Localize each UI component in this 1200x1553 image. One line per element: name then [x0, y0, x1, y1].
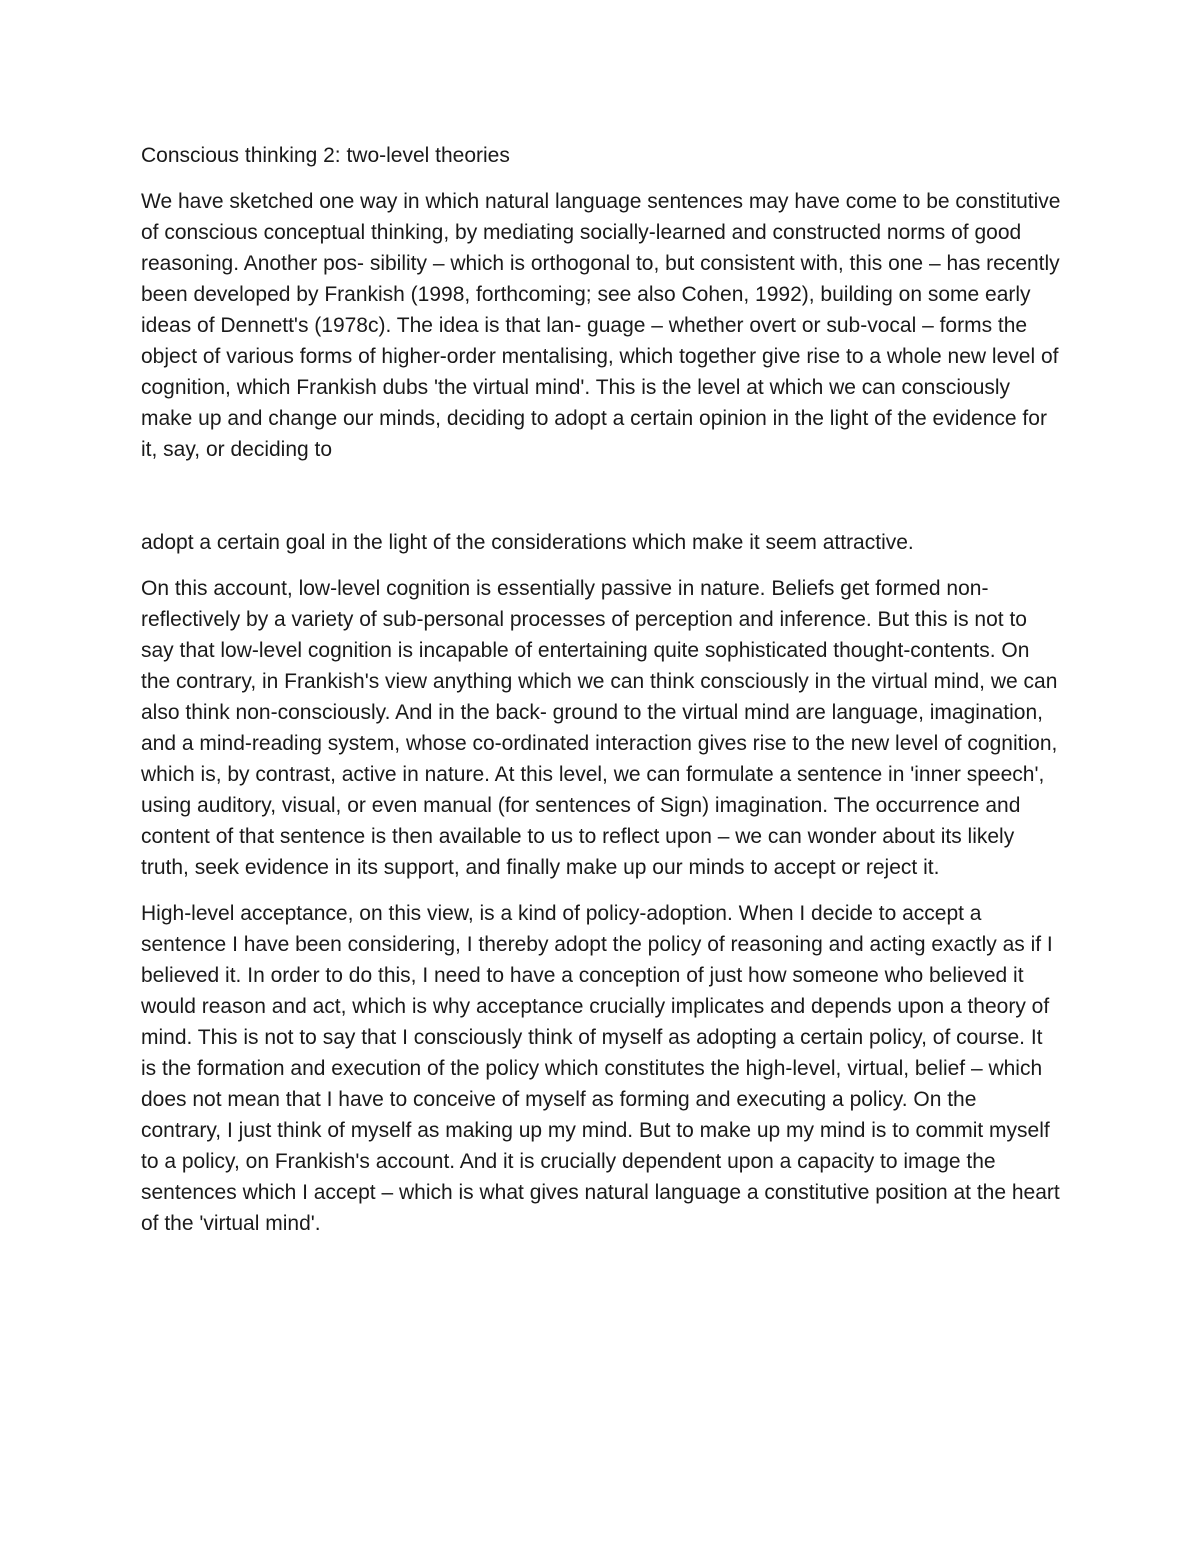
page-gap	[141, 480, 1061, 527]
paragraph-2: On this account, low-level cognition is essentially passive in nature. Beliefs get formed non-reflectively by a variety of sub-personal processes of perception and inference. But this is not to say that low-level cognition is incapable of entertaining quite sophisticated thought-contents. On the contrary, in Frankish's view anything which we can think consciously in the virtual mind, we can also think non-consciously. And in the back- ground to the virtual mind are language, imagination, and a mind-reading system, whose co-ordinated interaction gives rise to the new level of cognition, which is, by contrast, active in nature. At this level, we can formulate a sentence in 'inner speech', using auditory, visual, or even manual (for sentences of Sign) imagination. The occurrence and content of that sentence is then available to us to reflect upon – we can wonder about its likely truth, seek evidence in its support, and finally make up our minds to accept or reject it.	[141, 577, 1058, 879]
paragraph-1: We have sketched one way in which natural language sentences may have come to be constitutive of conscious conceptual thinking, by mediating socially-learned and constructed norms of good reasoning. Another pos- sibility – which is orthogonal to, but consistent with, this one – has recently been developed by Frankish (1998, forthcoming; see also Cohen, 1992), building on some early ideas of Dennett's (1978c). The idea is that lan- guage – whether overt or sub-vocal – forms the object of various forms of higher-order mentalising, which together give rise to a whole new level of cognition, which Frankish dubs 'the virtual mind'. This is the level at which we can consciously make up and change our minds, deciding to adopt a certain opinion in the light of the evidence for it, say, or deciding to	[141, 190, 1061, 461]
paragraph-3: High-level acceptance, on this view, is a kind of policy-adoption. When I decide to accept a sentence I have been considering, I thereby adopt the policy of reasoning and acting exactly as if I believed it. In order to do this, I need to have a conception of just how someone who believed it would reason and act, which is why acceptance crucially implicates and depends upon a theory of mind. This is not to say that I consciously think of myself as adopting a certain policy, of course. It is the formation and execution of the policy which constitutes the high-level, virtual, belief – which does not mean that I have to conceive of myself as forming and executing a policy. On the contrary, I just think of myself as making up my mind. But to make up my mind is to commit myself to a policy, on Frankish's account. And it is crucially dependent upon a capacity to image the sentences which I accept – which is what gives natural language a constitutive position at the heart of the 'virtual mind'.	[141, 902, 1060, 1235]
paragraph-1-continuation: adopt a certain goal in the light of the considerations which make it seem attractive.	[141, 531, 914, 554]
document-title: Conscious thinking 2: two-level theories	[141, 144, 510, 167]
document-body	[141, 140, 1061, 1254]
